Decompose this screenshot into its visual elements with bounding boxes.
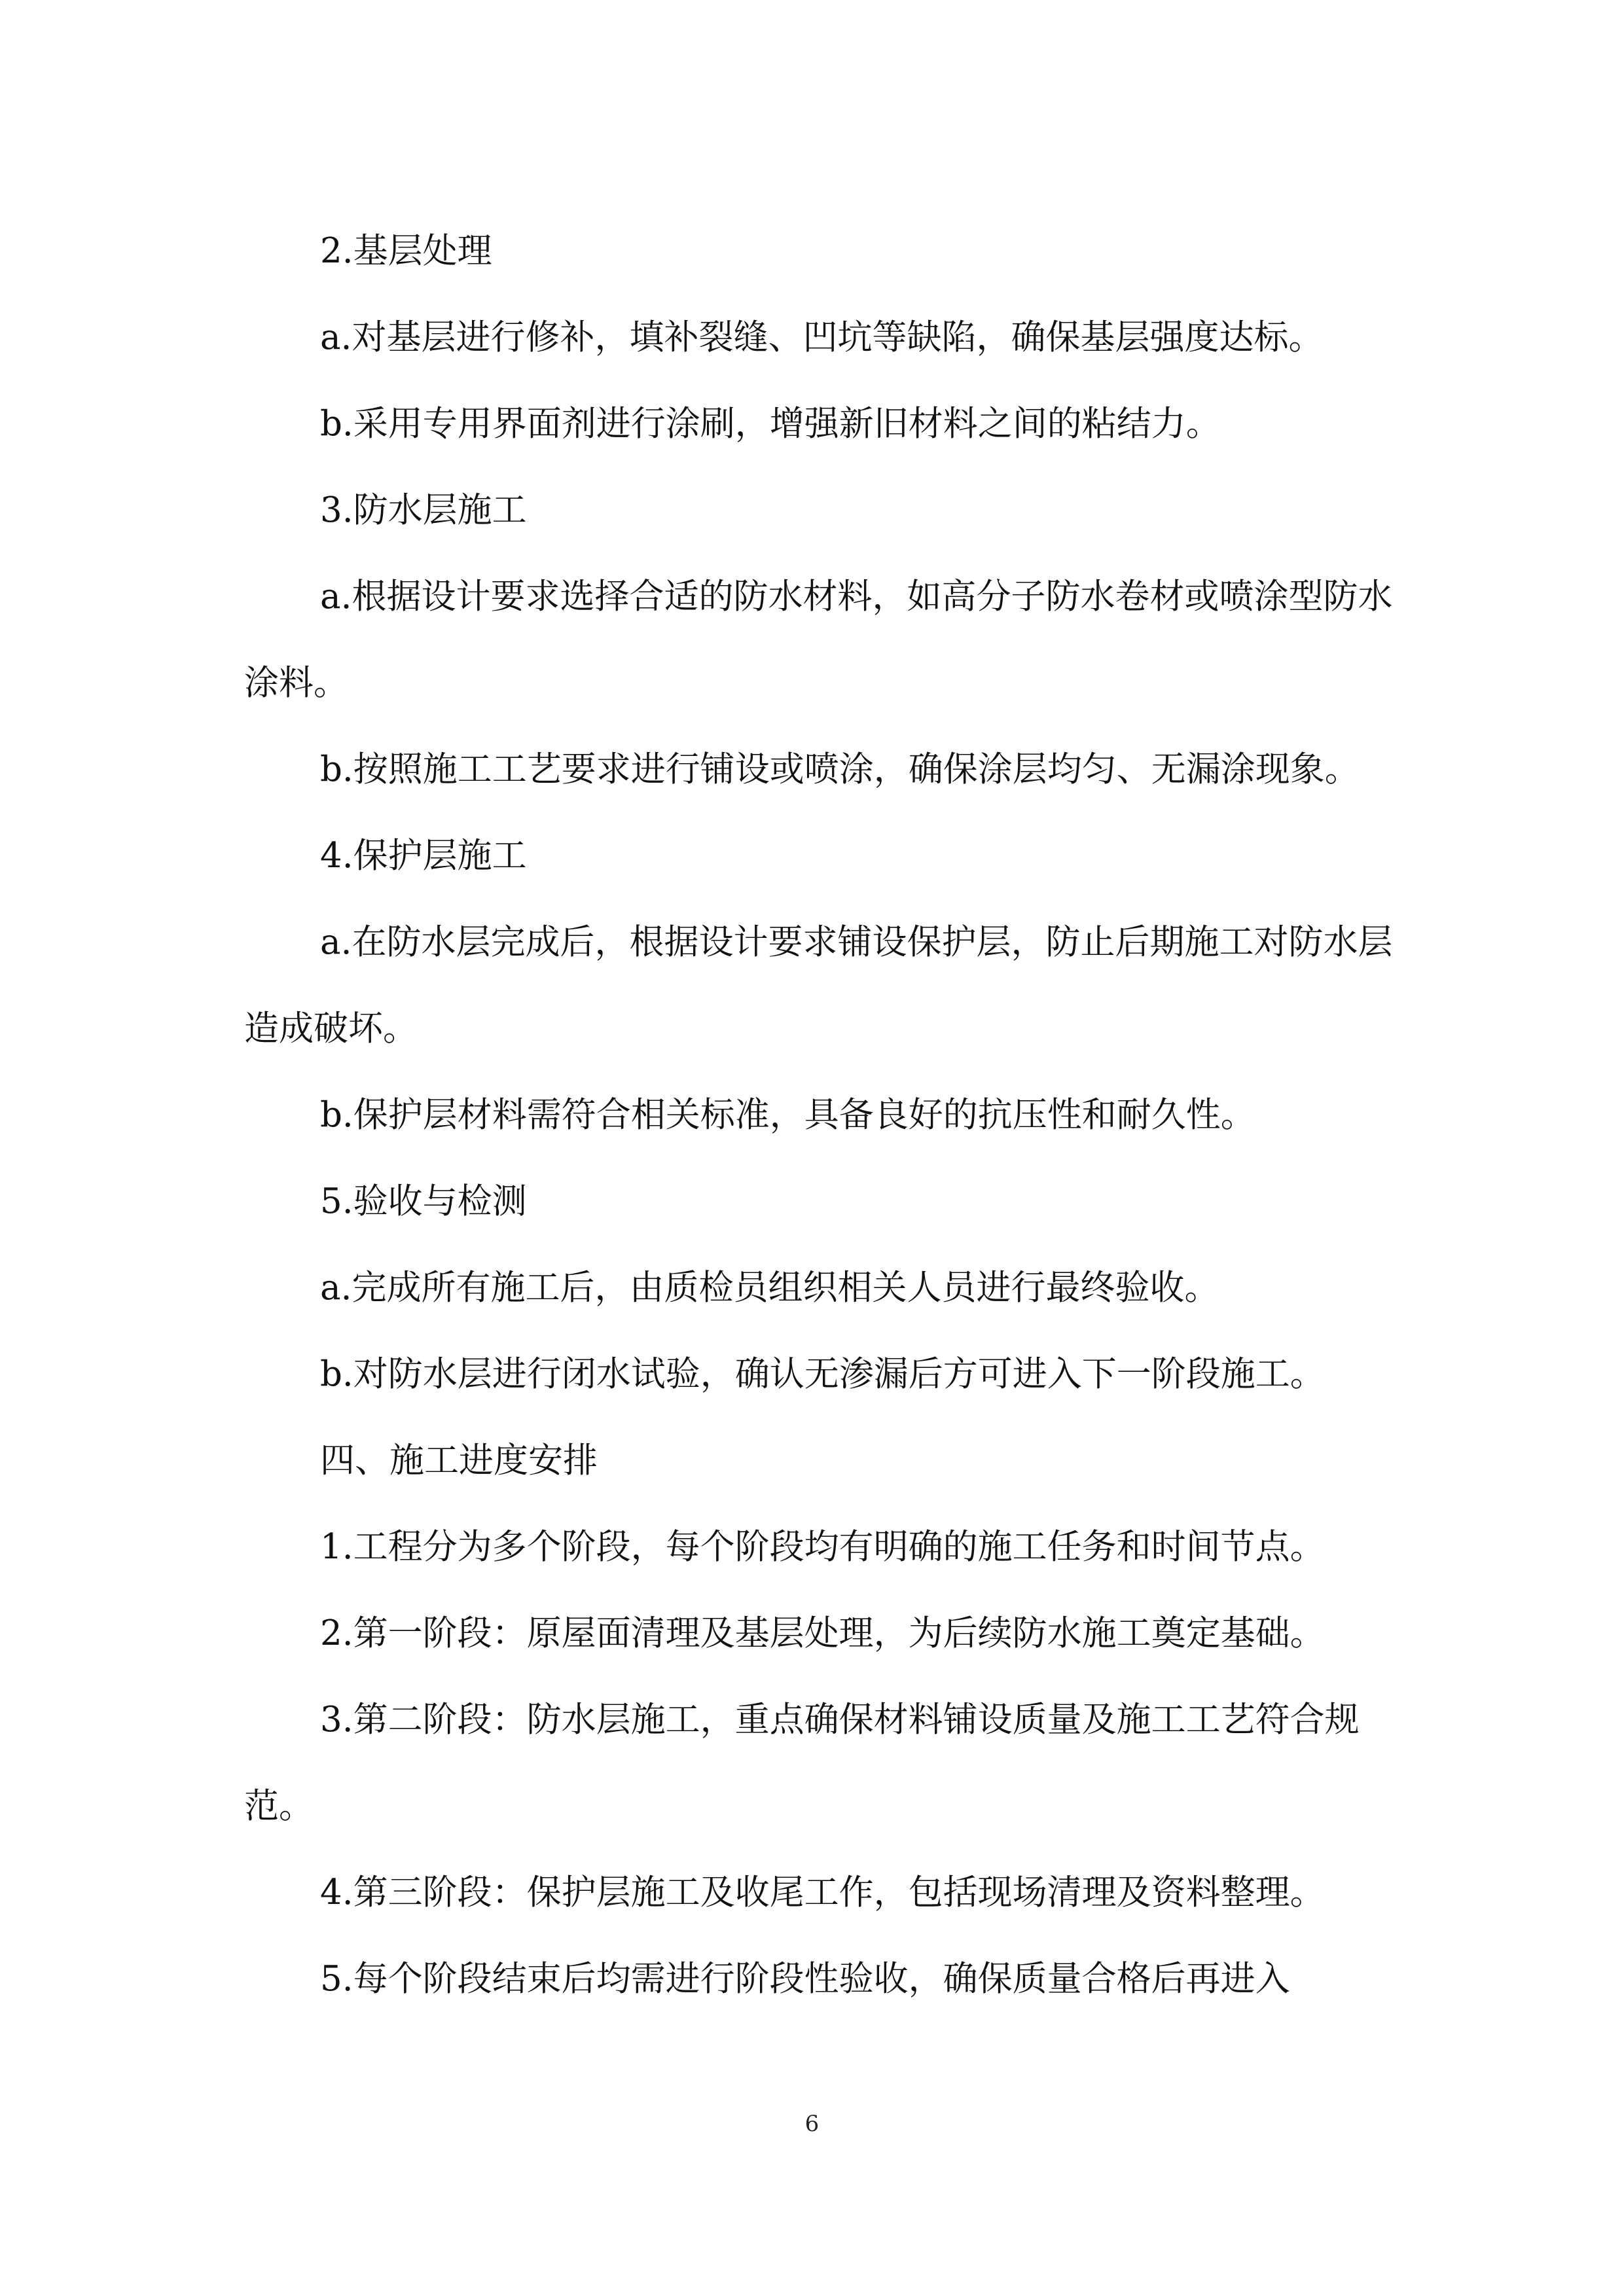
paragraph-stage-acceptance: 5.每个阶段结束后均需进行阶段性验收，确保质量合格后再进入 [320,1959,1290,1999]
paragraph-inspection-heading: 5.验收与检测 [320,1181,527,1221]
paragraph-protection-heading: 4.保护层施工 [320,836,527,876]
paragraph-stage-three: 4.第三阶段：保护层施工及收尾工作，包括现场清理及资料整理。 [320,1873,1325,1912]
paragraph-closed-water-test: b.对防水层进行闭水试验，确认无渗漏后方可进入下一阶段施工。 [320,1354,1325,1394]
paragraph-stage-two: 3.第二阶段：防水层施工，重点确保材料铺设质量及施工工艺符合规范。 [244,1700,1360,1826]
paragraph-schedule-stages: 1.工程分为多个阶段，每个阶段均有明确的施工任务和时间节点。 [320,1527,1325,1567]
paragraph-protection-material: b.保护层材料需符合相关标准，具备良好的抗压性和耐久性。 [320,1095,1255,1135]
paragraph-waterproof-material: a.根据设计要求选择合适的防水材料，如高分子防水卷材或喷涂型防水涂料。 [244,577,1393,703]
paragraph-final-acceptance: a.完成所有施工后，由质检员组织相关人员进行最终验收。 [320,1268,1219,1308]
paragraph-protection-laying: a.在防水层完成后，根据设计要求铺设保护层，防止后期施工对防水层造成破坏。 [244,922,1393,1049]
section-heading-schedule: 四、施工进度安排 [320,1441,598,1480]
document-body [244,208,1396,2022]
paragraph-base-treatment-heading: 2.基层处理 [320,231,492,271]
paragraph-waterproof-heading: 3.防水层施工 [320,490,527,530]
paragraph-waterproof-application: b.按照施工工艺要求进行铺设或喷涂，确保涂层均匀、无漏涂现象。 [320,749,1360,789]
paragraph-interface-agent: b.采用专用界面剂进行涂刷，增强新旧材料之间的粘结力。 [320,404,1221,444]
paragraph-stage-one: 2.第一阶段：原屋面清理及基层处理，为后续防水施工奠定基础。 [320,1613,1325,1653]
paragraph-base-repair: a.对基层进行修补，填补裂缝、凹坑等缺陷，确保基层强度达标。 [320,317,1324,357]
page-number: 6 [804,2111,820,2137]
